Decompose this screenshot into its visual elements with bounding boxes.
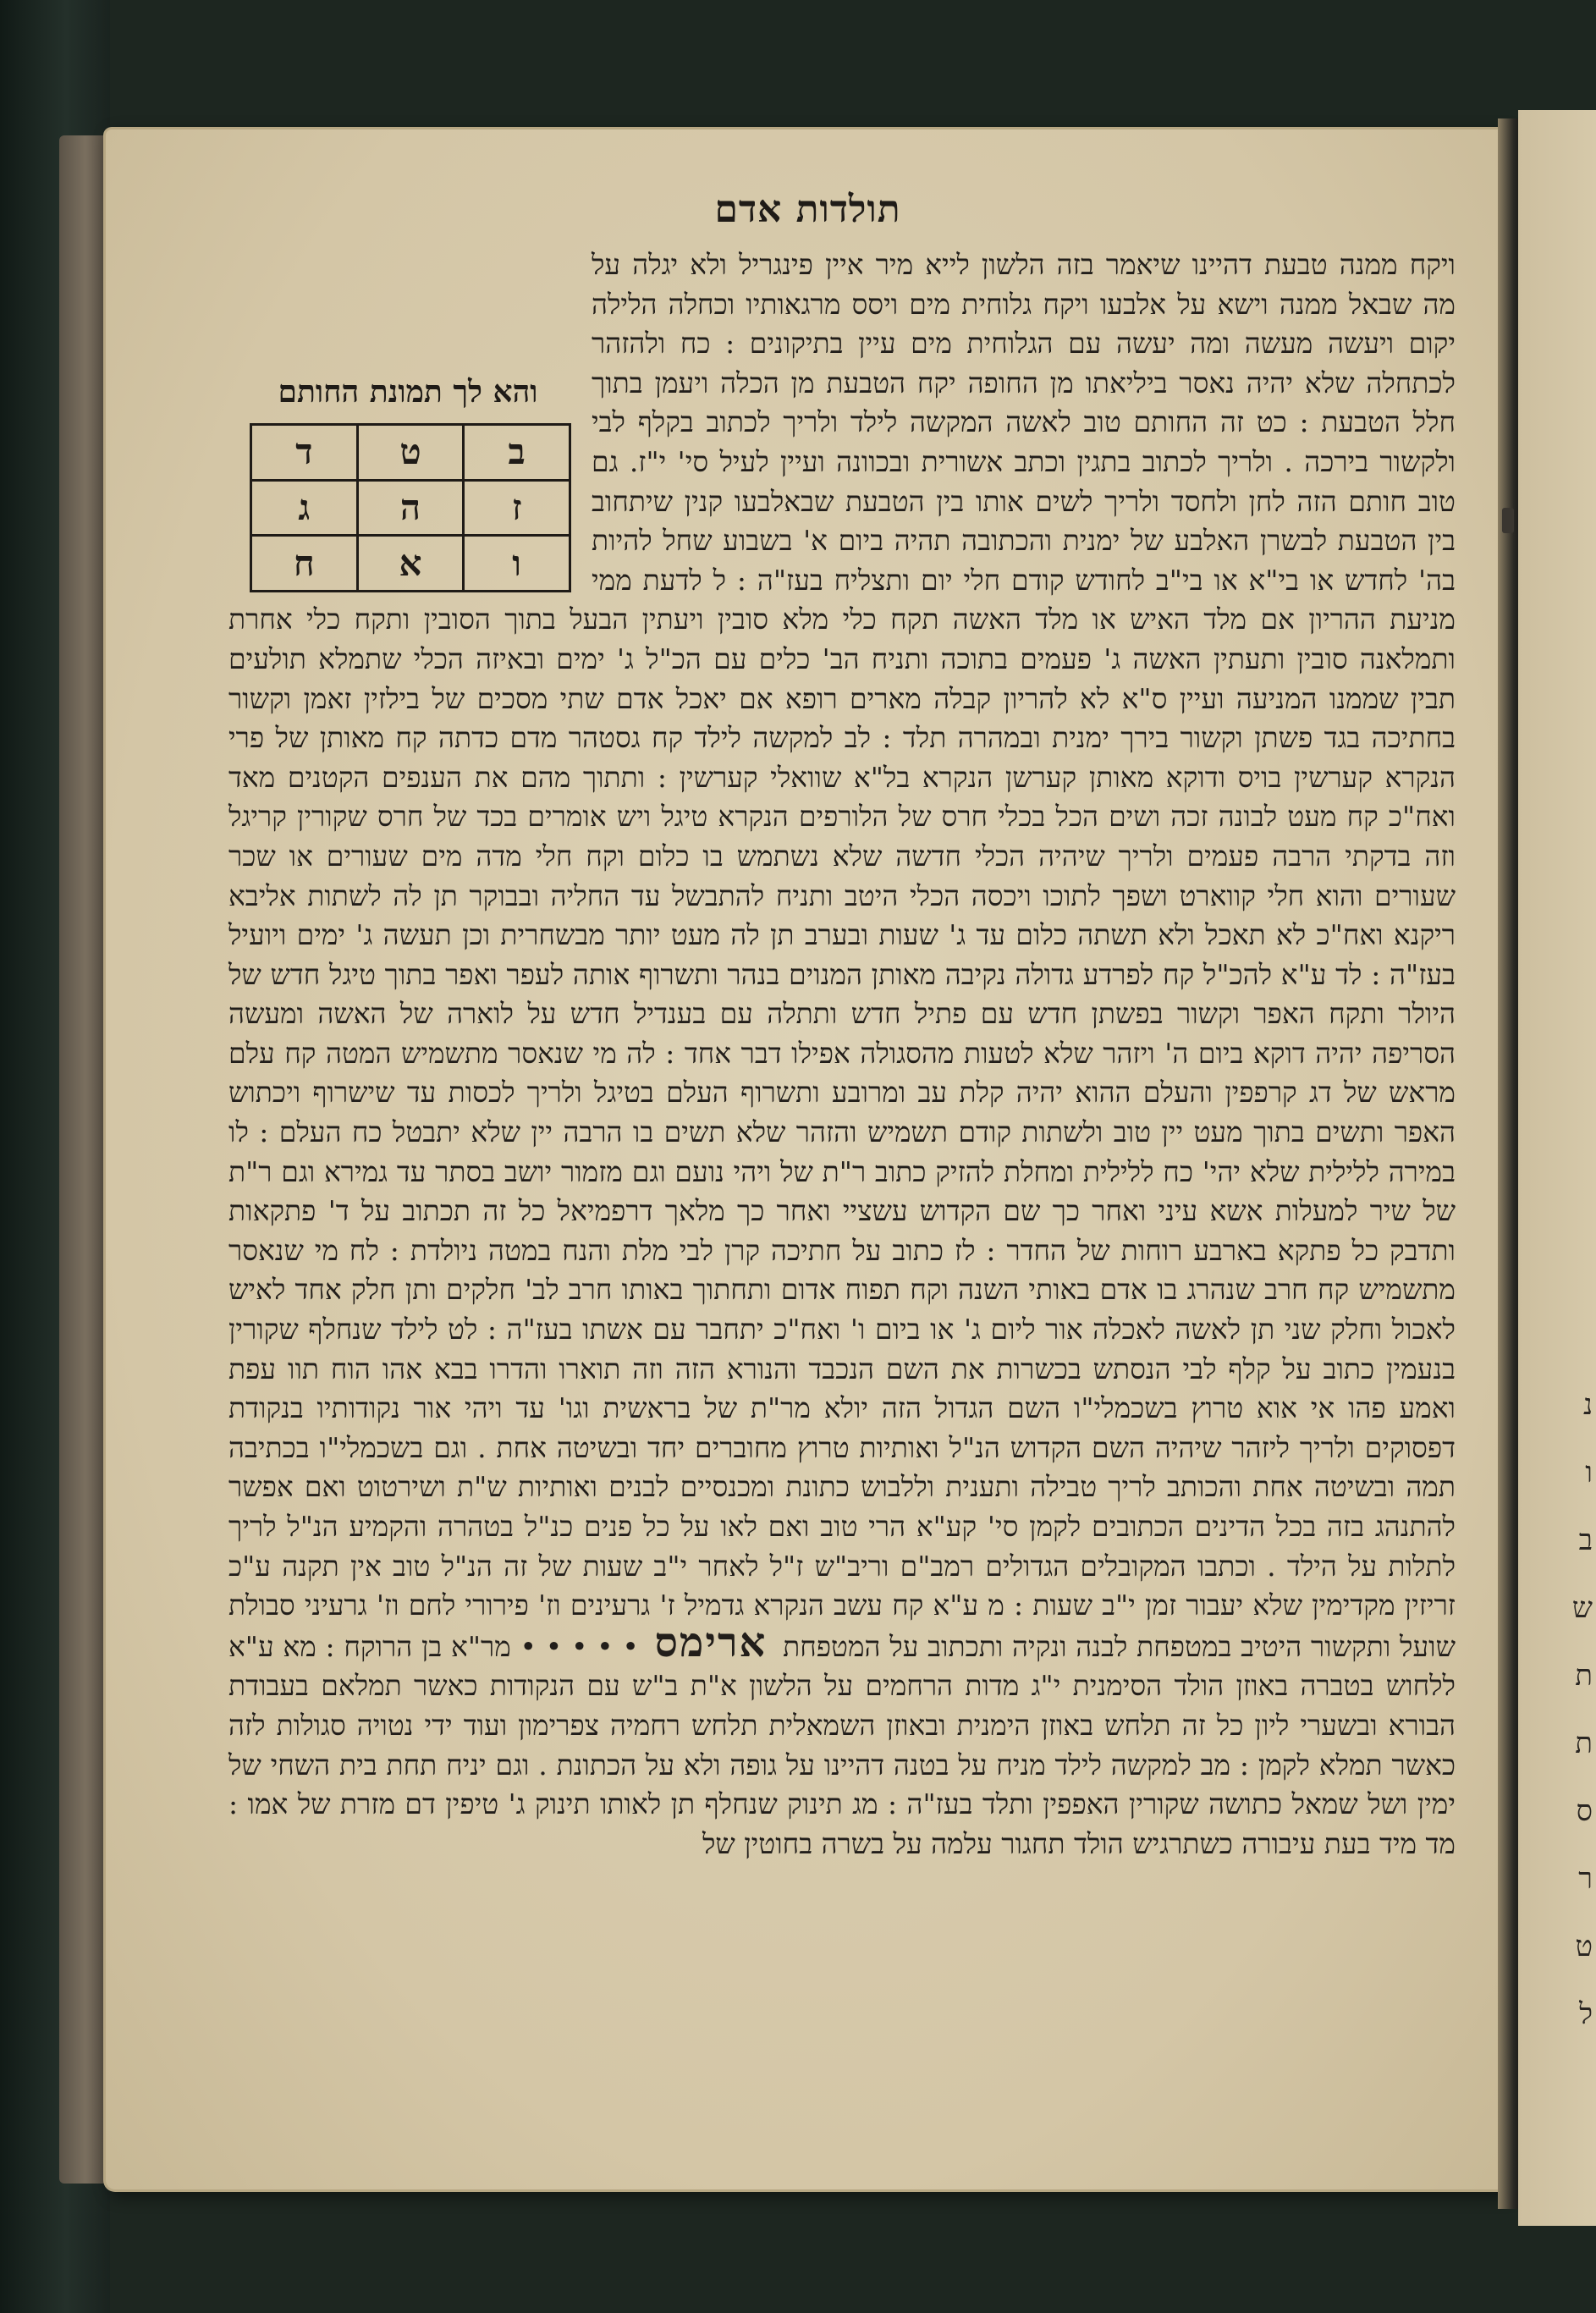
- amulet-dots: • • • • •: [520, 1629, 639, 1663]
- seal-grid-row: [251, 536, 570, 592]
- facing-page-fragment: ל: [1579, 1997, 1593, 2031]
- binding-clasp: [1502, 508, 1514, 533]
- seal-table-title: והא לך תמונת החותם: [278, 374, 538, 410]
- seal-grid-cell: ד: [251, 425, 358, 481]
- seal-grid-row: [251, 480, 570, 536]
- facing-page-fragment: ו: [1585, 1456, 1593, 1490]
- facing-page-fragment: ת: [1575, 1726, 1593, 1760]
- seal-grid-cell: ב: [464, 425, 570, 481]
- seal-grid-cell: ו: [464, 536, 570, 592]
- facing-page-fragment: ת: [1575, 1659, 1593, 1693]
- seal-grid-cell: א: [357, 536, 464, 592]
- facing-page-fragment: ר: [1578, 1862, 1593, 1896]
- facing-page-fragment: ש: [1571, 1591, 1593, 1625]
- seal-grid-cell: ח: [251, 536, 358, 592]
- facing-page-edge: [1518, 110, 1596, 2226]
- seal-letter-grid: [250, 423, 571, 592]
- facing-page-fragment: נ: [1582, 1388, 1593, 1422]
- facing-page-fragment: ס: [1576, 1794, 1593, 1828]
- seal-grid-cell: ז: [464, 480, 570, 536]
- body-paragraph-continued: מר"א בן הרוקח : מא ע"א ללחוש בטברה באוזן הולד הסימנית י"ג מדות הרחמים על הלשון א"ת ב"ש עם הנקודות כאשר תמלאם בעבודת הבורא ובשערי ליון כל זה תלחש באוזן הימנית ובאוזן השמאלית תלחש רחמיה צפרימון ועוד ידי נטויה סגולות לזה כאשר תמלא לקמן : מב למקשה לילד מניח על בטנה דהיינו על גופה ולא על הכתונת . וגם יניח תחת בית השחי של ימין ושל שמאל כתושה שקורין האפפין ותלד בעז"ה : מג תינוק שנחלף תן לאותו תינוק ג' טיפין דם מזרת של אמו : מד מיד בעת עיבורה כשתרגיש הולד תחגור עלמה על בשרה בחוטין של: [228, 1629, 1456, 1860]
- seal-grid-row: [251, 425, 570, 481]
- amulet-word: ארימס: [654, 1618, 768, 1666]
- page-header-title: תולדות אדם: [714, 188, 901, 231]
- facing-page-fragment: ב: [1578, 1523, 1593, 1557]
- page-gutter: [1498, 118, 1520, 2209]
- body-paragraph: ויקח ממנה טבעת דהיינו שיאמר בזה הלשון לייא מיר איין פינגריל ולא יגלה על מה שבאל ממנה וישא על אלבעו ויקח גלוחית מים ויסס מרגאותיו וכחלה הלילה יקום ויעשה מעשה ומה יעשה עם הגלוחית מים עיין בתיקונים : כח ולהזהר לכתחלה שלא יהיה נאסר ביליאתו מן החופה יקח הטבעת מן הכלה ויעמן בתוך חלל הטבעת : כט זה החותם טוב לאשה המקשה לילד ולריך לכתוב בקלף לבי ולקשור בירכה . ולריך לכתוב בתגין וכתב אשורית ובכוונה ועיין לעיל סי' י"ז. גם טוב חותם הזה לחן ולחסד ולריך לשים אותו בין הטבעת שבאלבעו קנין שיתחוב בין הטבעת לבשרן האלבע של ימנית והכתובה תהיה ביום א' בשבוע שחל להיות בה' לחדש או בי"א או בי"ב לחודש קודם חלי יום ותצליח בעז"ה : ל לדעת ממי מניעת ההריון אם מלד האיש או מלד האשה תקח כלי מלא סובין ויעתין הבעל בתוך הסובין ותקח כלי אחרת ותמלאנה סובין ותעתין האשה ג' פעמים בתוכה ותניח הב' כלים עם הכ"ל ג' ימים ובאיזה הכלי שתמלא תולעים תבין שממנו המניעה ועיין ס"א לא להריון קבלה מארים רופא אם יאכל אדם שתי מסכים של בילזין זאמן וקשור בחתיכה בגד פשתן וקשור בירך ימנית ובמהרה תלד : לב למקשה לילד קח גסטהר מדם כדתה קח מאותן של פרי הנקרא קערשין בויס ודוקא מאותן קערשן הנקרא בל"א שוואלי קערשין : ותתוך מהם את הענפים הקטנים מאד ואח"כ קח מעט לבונה זכה ושים הכל בכלי חרס של הלורפים הנקרא טיגל ויש אומרים בכד של חרס שקורין קריגל וזה בדקתי הרבה פעמים ולריך שיהיה הכלי חדשה שלא נשתמש בו כלום וקח חלי מדה מים שעורים או שכר שעורים והוא חלי קווארט ושפך לתוכו ויכסה הכלי היטב ותניח להתבשל עד החליה ובבוקר תן לה לשתות אליבא ריקנא ואח"כ לא תאכל ולא תשתה כלום עד ג' שעות ובערב תן לה מעט יותר מבשחרית וכן תעשה ג' ימים ויועיל בעז"ה : לד ע"א להכ"ל קח לפרדע גדולה נקיבה מאותן המנוים בנהר ותשרוף אותה לעפר ואפר בתוך טיגל חדש של היולר ותקח האפר וקשור בפשתן חדש עם פתיל חדש ותתלה עם בענדיל חדש על לוארה של האשה ומעשה הסריפה יהיה דוקא ביום ה' ויזהר שלא לטעות מהסגולה אפילו דבר אחד : לה מי שנאסר מתשמיש המטה קח עלם מראש של דג קרפפין והעלם ההוא יהיה קלת עב ומרובע ותשרוף העלם בטיגל ולריך לכסות עד שישרוף ויכתוש האפר ותשים בתוך מעט יין טוב ולשתות קודם תשמיש והזהר שלא תשים בו הרבה יין שלא יתבטל כח העלם : לו במירה ללילית שלא יהי' כח ללילית ומחלת להזיק כתוב ר"ת של ויהי נועם וגם מזמור יושב בסתר עד גמירא וגם ר"ת של שיר למעלות אשא עיני ואחר כך שם הקדוש עשציי ואחר כך מלאך דרפמיאל כל זה תכתוב על ד' פתקאות ותדבק כל פתקא בארבע רוחות של החדר : לז כתוב על חתיכה קרן לבי מלת והנח במטה ניולדת : לח מי שנאסר מתשמיש קח חרב שנהרג בו אדם באותי השנה וקח תפוח אדום ותחתוך באותו חרב לב' חלקים ותן חלק אחד לאיש לאכול וחלק שני תן לאשה לאכלה אור ליום ג' או ביום ו' ואח"כ יתחבר עם אשתו בעז"ה : לט לילד שנחלף שקורין בנעמין כתוב על קלף לבי הנסתש בכשרות את השם הנכבד והנורא הזה וזה תוארו והדרו בבא אהו הוח תוו עפת ואמע פהו אי אוא טרוץ בשכמלי"ו השם הגדול הזה יולא מר"ת של בראשית וגו' עד ויהי אור נקודותיו בנקודת דפסוקים ולריך ליזהר שיהיה השם הקדוש הנ"ל ואותיות טרוץ מחוברים יחד ובשיטה אחת . וגם בשכמלי"ו בכתיבה תמה ובשיטה אחת והכותב לריך טבילה ותענית וללבוש כתונת ומכנסיים לבנים ואותיות ש"ת ושירטוט ואם אפשר להתנהג בזה בכל הדינים הכתובים לקמן סי' קע"א הרי טוב ואם לאו על כל פנים כנ"ל בטהרה והקמיע הנ"ל לריך לתלות על הילד . וכתבו המקובלים הגדולים רמב"ם וריב"ש ז"ל לאחר י"ב שעות של זה הנ"ל טוב אין תקנה ע"כ זריזין מקדימין שלא יעבור זמן י"ב שעות : מ ע"א קח עשב הנקרא גדמיל ז' גרעינים וז' פירורי לחם וז' גרעיני סבולת שועל ותקשור היטיב במטפחת לבנה ונקיה ותכתוב על המטפחת: [228, 248, 1456, 1663]
- seal-grid-cell: ט: [357, 425, 464, 481]
- seal-grid-cell: ה: [357, 480, 464, 536]
- facing-page-fragment: ט: [1575, 1930, 1593, 1963]
- seal-grid-cell: ג: [251, 480, 358, 536]
